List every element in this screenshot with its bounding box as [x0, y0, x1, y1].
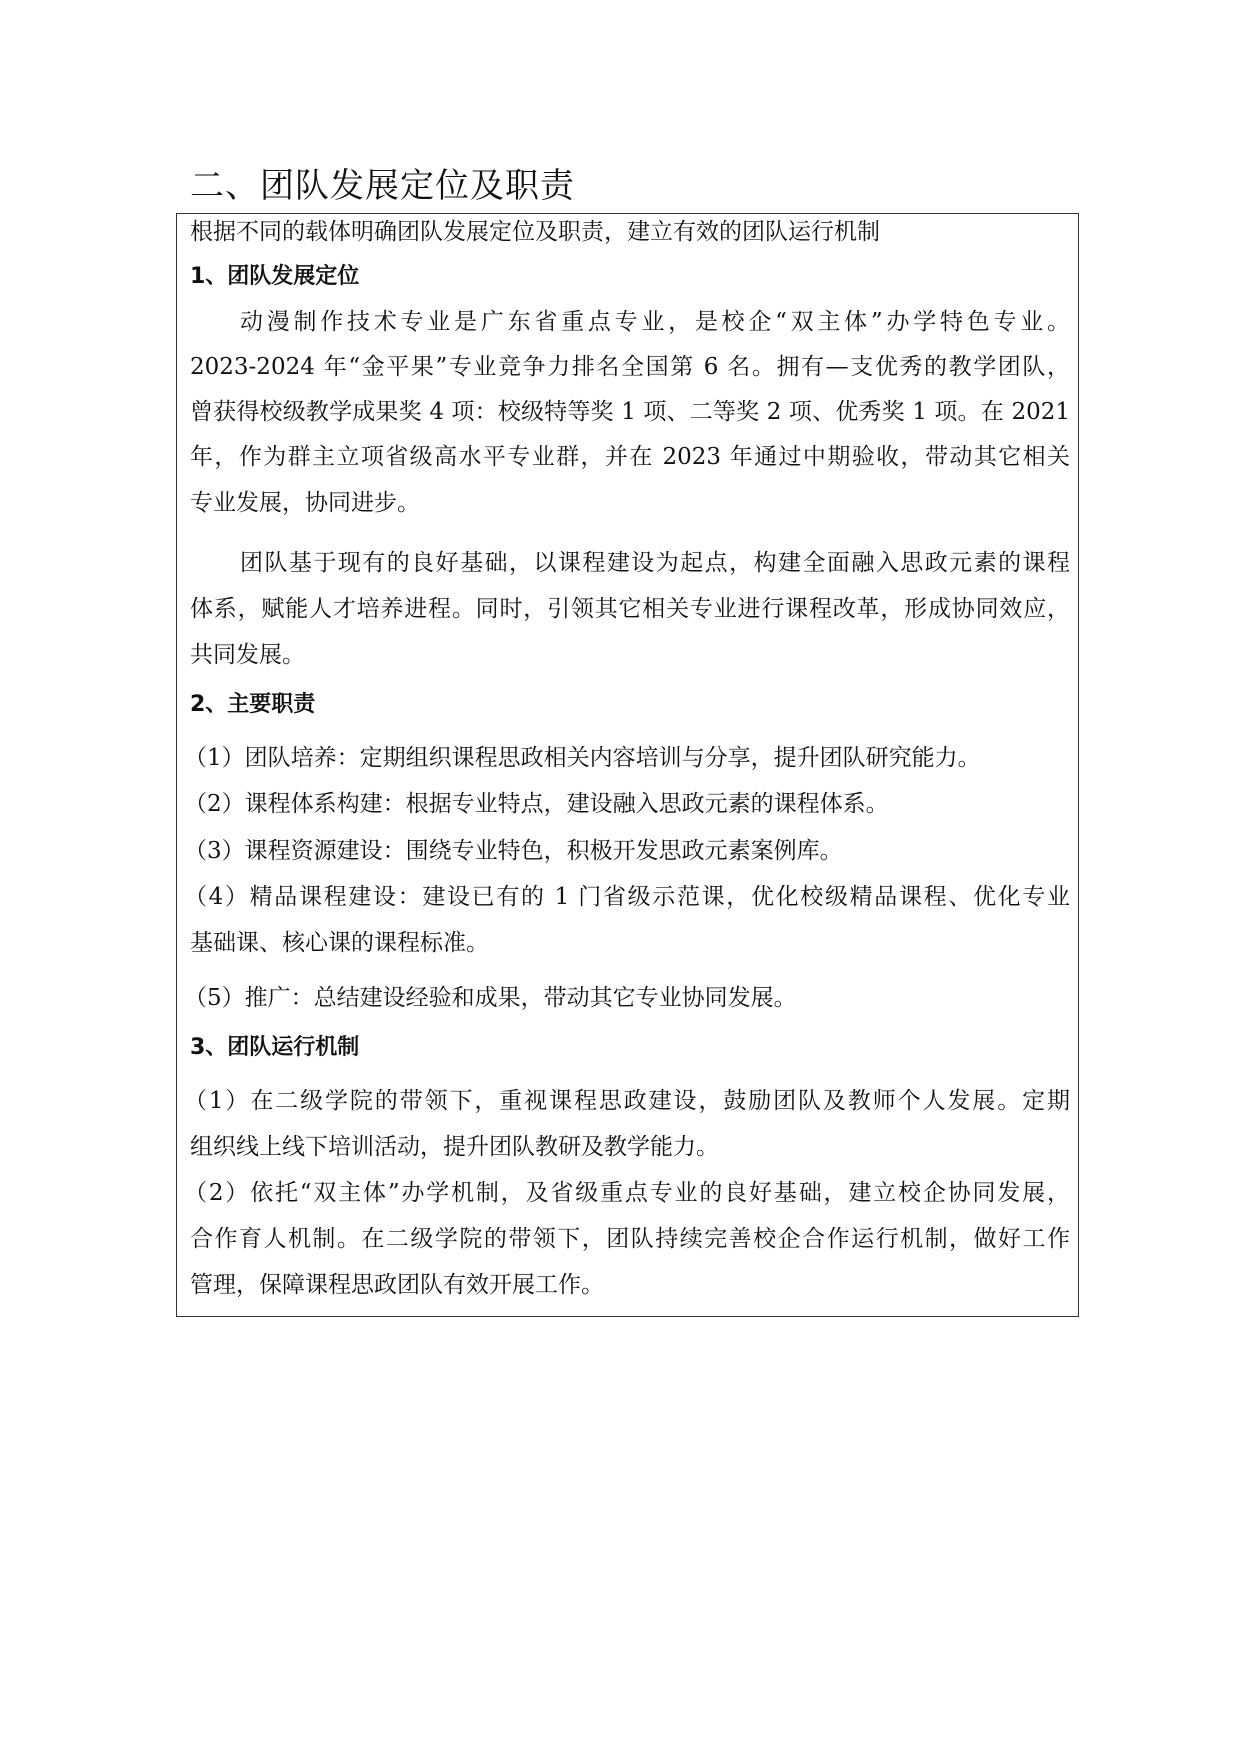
intro-text: 根据不同的载体明确团队发展定位及职责，建立有效的团队运行机制 [190, 219, 880, 245]
section-1-line: 曾获得校级教学成果奖 4 项：校级特等奖 1 项、二等奖 2 项、优秀奖 1 项。在 2021 [190, 399, 1070, 425]
section-1-line: 动漫制作技术专业是广东省重点专业，是校企“双主体”办学特色专业。 [240, 309, 1070, 335]
section-2-line: （2）课程体系构建：根据专业特点，建设融入思政元素的课程体系。 [184, 791, 889, 817]
section-3-heading: 3、团队运行机制 [190, 1035, 360, 1060]
section-3-line: （1）在二级学院的带领下，重视课程思政建设，鼓励团队及教师个人发展。定期 [184, 1088, 1070, 1114]
section-3-line: 管理，保障课程思政团队有效开展工作。 [190, 1272, 604, 1298]
section-3-line: （2）依托“双主体”办学机制，及省级重点专业的良好基础，建立校企协同发展， [184, 1180, 1070, 1206]
section-2-heading: 2、主要职责 [190, 692, 316, 717]
section-1-line: 2023-2024 年“金平果”专业竞争力排名全国第 6 名。拥有—支优秀的教学团队， [190, 354, 1070, 380]
section-1-line: 年，作为群主立项省级高水平专业群，并在 2023 年通过中期验收，带动其它相关 [190, 444, 1070, 470]
section-2-line: （5）推广：总结建设经验和成果，带动其它专业协同发展。 [184, 985, 797, 1011]
section-1-line: 专业发展，协同进步。 [190, 490, 420, 516]
section-1-line: 团队基于现有的良好基础，以课程建设为起点，构建全面融入思政元素的课程 [240, 550, 1070, 576]
section-3-line: 组织线上线下培训活动，提升团队教研及教学能力。 [190, 1134, 719, 1160]
section-1-line: 体系，赋能人才培养进程。同时，引领其它相关专业进行课程改革，形成协同效应， [190, 596, 1070, 622]
section-2-line: （3）课程资源建设：围绕专业特色，积极开发思政元素案例库。 [184, 838, 843, 864]
section-1-heading: 1、团队发展定位 [190, 264, 360, 289]
page-title: 二、团队发展定位及职责 [190, 166, 575, 206]
section-2-line: 基础课、核心课的课程标准。 [190, 930, 489, 956]
section-3-line: 合作育人机制。在二级学院的带领下，团队持续完善校企合作运行机制，做好工作 [190, 1226, 1070, 1252]
section-1-line: 共同发展。 [190, 642, 305, 668]
section-2-line: （4）精品课程建设：建设已有的 1 门省级示范课，优化校级精品课程、优化专业 [184, 884, 1070, 910]
section-2-line: （1）团队培养：定期组织课程思政相关内容培训与分享，提升团队研究能力。 [184, 745, 981, 771]
